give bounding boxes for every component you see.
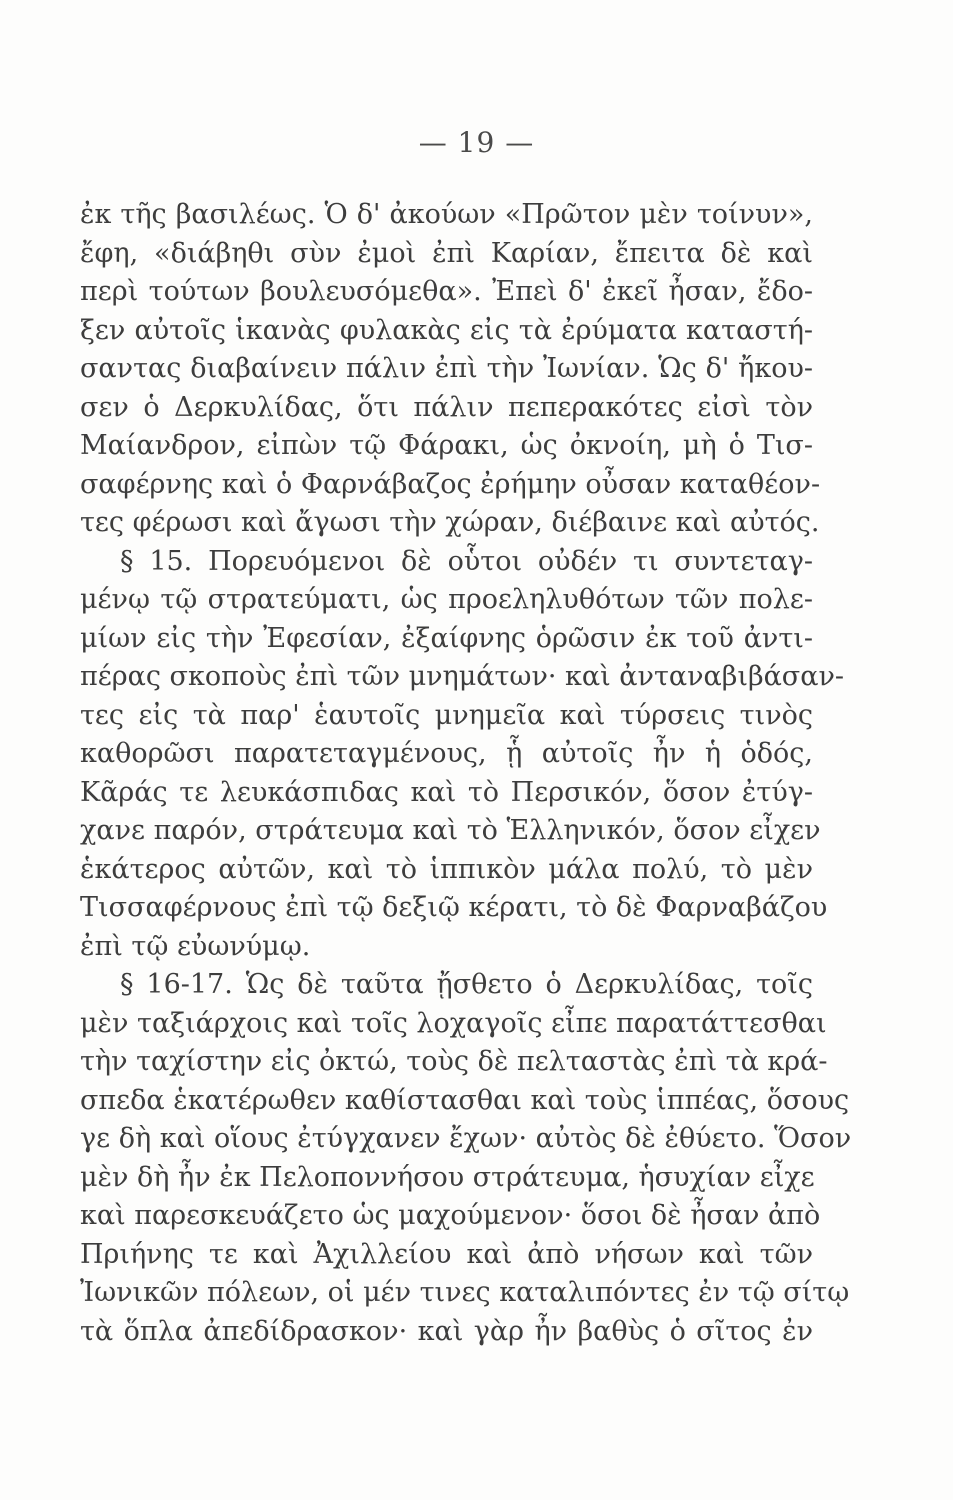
text-line: μὲν δὴ ἦν ἐκ Πελοποννήσου στράτευμα, ἡσυχίαν εἶχε xyxy=(80,1161,815,1193)
text-line: ἐπὶ τῷ εὐωνύμῳ. xyxy=(80,930,311,962)
text-line: σπεδα ἑκατέρωθεν καθίστασθαι καὶ τοὺς ἱππέας, ὅσους xyxy=(80,1084,850,1116)
text-line: Πριήνης τε καὶ Ἀχιλλείου καὶ ἀπὸ νήσων καὶ τῶν xyxy=(80,1238,813,1270)
text-line: χανε παρόν, στράτευμα καὶ τὸ Ἑλληνικόν, ὅσον εἶχεν xyxy=(80,815,821,846)
text-line: § 16-17. Ὡς δὲ ταῦτα ᾔσθετο ὁ Δερκυλίδας, τοῖς xyxy=(120,969,813,1000)
text-line: Τισσαφέρνους ἐπὶ τῷ δεξιῷ κέρατι, τὸ δὲ Φαρναβάζου xyxy=(80,892,828,923)
text-line: ξεν αὐτοῖς ἱκανὰς φυλακὰς εἰς τὰ ἐρύματα καταστή- xyxy=(80,314,813,346)
text-line: ἑκάτερος αὐτῶν, καὶ τὸ ἱππικὸν μάλα πολύ, τὸ μὲν xyxy=(80,853,813,885)
text-line: τες φέρωσι καὶ ἄγωσι τὴν χώραν, διέβαινε καὶ αὐτός. xyxy=(80,507,820,538)
text-line: μίων εἰς τὴν Ἐφεσίαν, ἐξαίφνης ὁρῶσιν ἐκ τοῦ ἀντι- xyxy=(80,622,813,654)
text-line: τὴν ταχίστην εἰς ὀκτώ, τοὺς δὲ πελταστὰς ἐπὶ τὰ κρά- xyxy=(80,1046,828,1077)
text-line: σεν ὁ Δερκυλίδας, ὅτι πάλιν πεπερακότες εἰσὶ τὸν xyxy=(80,391,813,423)
text-line: τες εἰς τὰ παρ' ἑαυτοῖς μνημεῖα καὶ τύρσεις τινὸς xyxy=(80,699,813,731)
text-line: μὲν ταξιάρχοις καὶ τοῖς λοχαγοῖς εἶπε παρατάττεσθαι xyxy=(80,1007,827,1039)
text-line: Μαίανδρον, εἰπὼν τῷ Φάρακι, ὡς ὀκνοίη, μὴ ὁ Τισ- xyxy=(80,430,813,461)
text-line: ἐκ τῆς βασιλέως. Ὁ δ' ἀκούων «Πρῶτον μὲν τοίνυν», xyxy=(80,199,813,230)
page-number: — 19 — xyxy=(418,126,535,159)
text-line: § 15. Πορευόμενοι δὲ οὗτοι οὐδέν τι συντεταγ- xyxy=(120,545,813,577)
text-line: Ἰωνικῶν πόλεων, οἱ μέν τινες καταλιπόντες ἐν τῷ σίτῳ xyxy=(80,1277,850,1308)
text-line: ἔφη, «διάβηθι σὺν ἐμοὶ ἐπὶ Καρίαν, ἔπειτα δὲ καὶ xyxy=(80,237,813,269)
text-line: σαντας διαβαίνειν πάλιν ἐπὶ τὴν Ἰωνίαν. Ὡς δ' ἤκου- xyxy=(80,353,813,384)
text-line: καθορῶσι παρατεταγμένους, ᾗ αὐτοῖς ἦν ἡ ὁδός, xyxy=(80,738,813,769)
text-line: σαφέρνης καὶ ὁ Φαρνάβαζος ἐρήμην οὖσαν καταθέον- xyxy=(80,468,821,500)
body-text xyxy=(80,196,852,1351)
text-line: μένῳ τῷ στρατεύματι, ὡς προεληλυθότων τῶν πολε- xyxy=(80,584,813,615)
text-line: πέρας σκοποὺς ἐπὶ τῶν μνημάτων· καὶ ἀνταναβιβάσαν- xyxy=(80,661,845,692)
text-line: καὶ παρεσκευάζετο ὡς μαχούμενον· ὅσοι δὲ ἦσαν ἀπὸ xyxy=(80,1200,821,1231)
text-line: Κᾶράς τε λευκάσπιδας καὶ τὸ Περσικόν, ὅσον ἐτύγ- xyxy=(80,776,813,808)
text-line: τὰ ὅπλα ἀπεδίδρασκον· καὶ γὰρ ἦν βαθὺς ὁ σῖτος ἐν xyxy=(80,1315,813,1347)
text-line: γε δὴ καὶ οἵους ἐτύγχανεν ἔχων· αὐτὸς δὲ ἐθύετο. Ὅσον xyxy=(80,1123,852,1154)
text-line: περὶ τούτων βουλευσόμεθα». Ἐπεὶ δ' ἐκεῖ ἦσαν, ἔδο- xyxy=(80,276,813,307)
